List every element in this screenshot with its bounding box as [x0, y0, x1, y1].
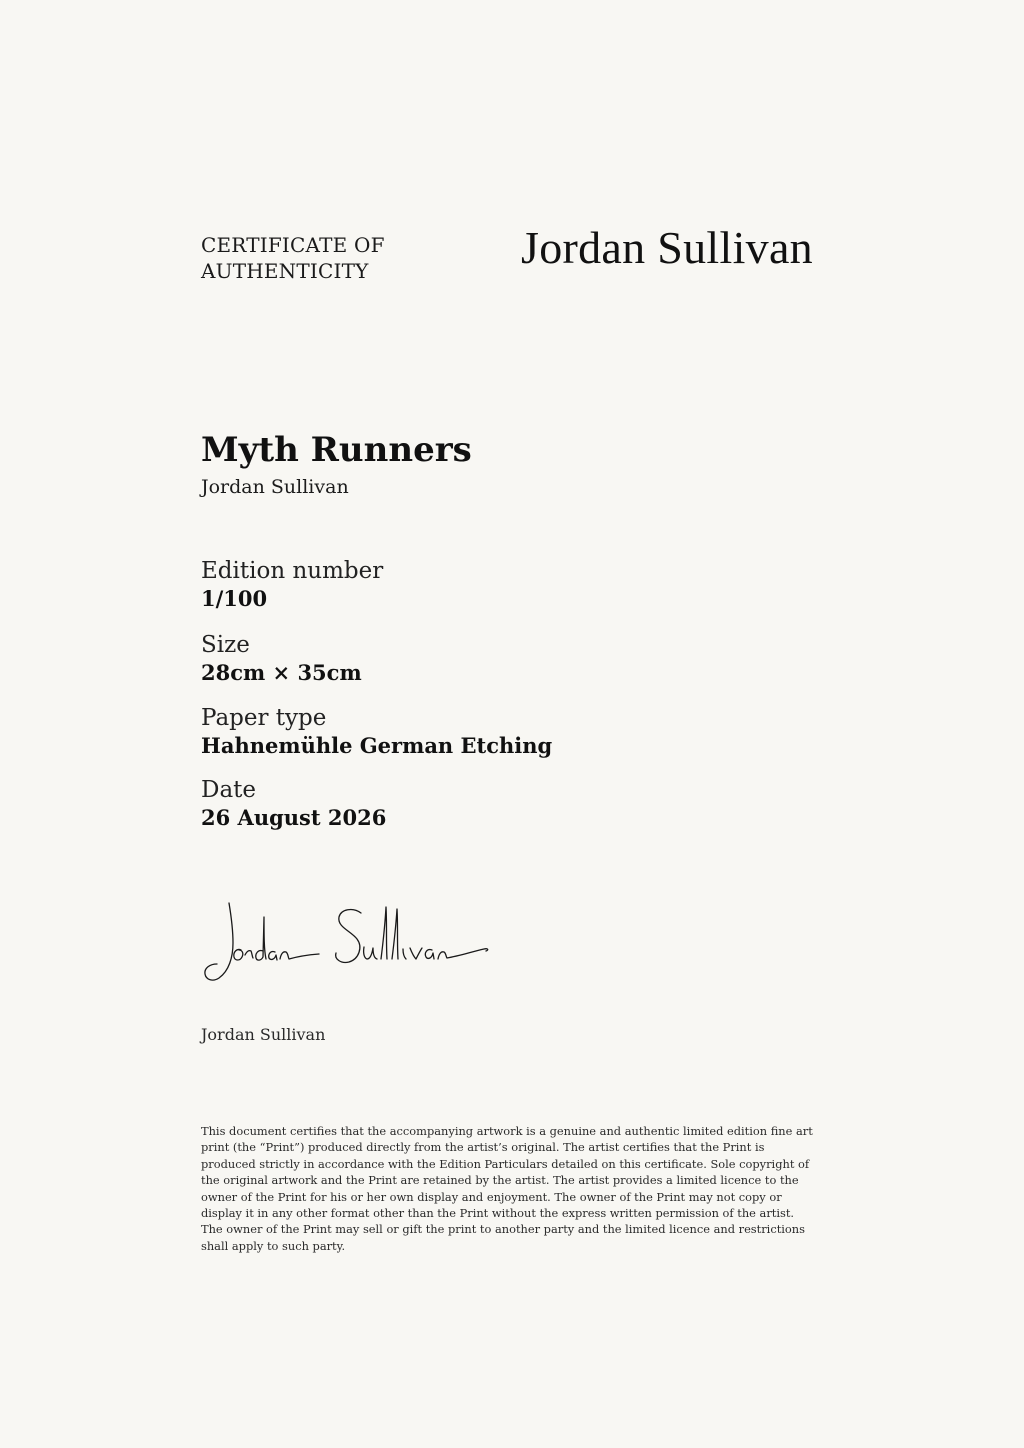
edition-label: Edition number	[201, 558, 384, 584]
certificate-header	[201, 222, 821, 292]
size-detail	[201, 631, 362, 687]
certificate-title	[201, 232, 385, 284]
legal-disclaimer: This document certifies that the accompanying artwork is a genuine and authentic limited edition fine art print (the “Print”) produced directly from the artist’s original. The artist certifies that the Print is produced strictly in accordance with the Edition Particulars detailed on this certificate. Sole copyright of the original artwork and the Print are retained by the artist. The artist provides a limited licence to the owner of the Print for his or her own display and enjoyment. The owner of the Print may not copy or display it in any other format other than the Print without the express written permission of the artist. The owner of the Print may sell or gift the print to another party and the limited licence and restrictions shall apply to such party.	[201, 1124, 813, 1253]
date-detail	[201, 776, 386, 832]
date-label: Date	[201, 777, 257, 803]
certificate-title-line-1: CERTIFICATE OF	[201, 233, 385, 257]
paper-value: Hahnemühle German Etching	[201, 733, 553, 758]
paper-detail	[201, 704, 552, 760]
paper-label: Paper type	[201, 705, 327, 731]
date-value: 26 August 2026	[201, 805, 387, 830]
artwork-artist: Jordan Sullivan	[201, 476, 349, 498]
size-value: 28cm × 35cm	[201, 660, 362, 685]
artwork-title: Myth Runners	[201, 430, 472, 470]
size-label: Size	[201, 632, 250, 658]
certificate-page	[201, 0, 821, 1448]
edition-detail	[201, 557, 383, 613]
signer-name: Jordan Sullivan	[201, 1025, 326, 1044]
artist-logo: Jordan Sullivan	[521, 222, 813, 273]
signature-drawing	[201, 895, 501, 990]
certificate-title-line-2: AUTHENTICITY	[201, 259, 369, 283]
edition-value: 1/100	[201, 586, 268, 611]
handwritten-signature	[201, 895, 501, 990]
